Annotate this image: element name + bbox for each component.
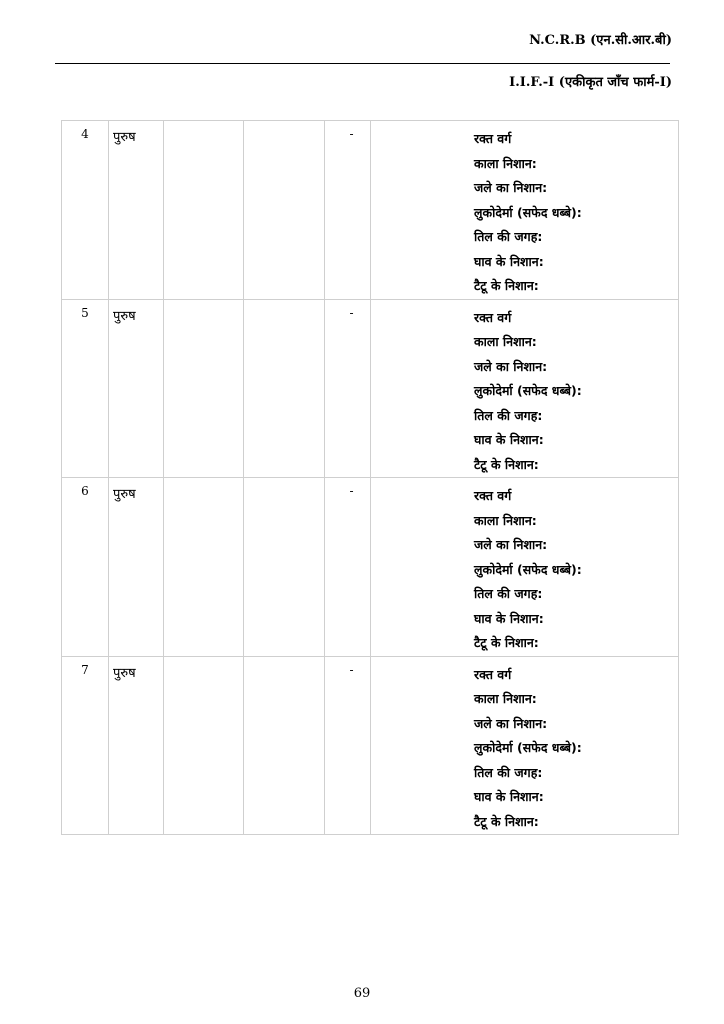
dash-cell [325, 478, 371, 657]
mark-label: काला निशान: [474, 155, 537, 171]
empty-cell [244, 656, 325, 835]
mark-label: टैटू के निशान: [474, 456, 539, 472]
mark-label: घाव के निशान: [474, 610, 544, 626]
sex-cell: पुरुष [109, 121, 164, 300]
dash-cell [325, 299, 371, 478]
empty-cell [164, 121, 244, 300]
table-body [62, 121, 679, 835]
empty-cell [164, 656, 244, 835]
empty-cell [164, 478, 244, 657]
dash-mark: - [349, 484, 354, 498]
mark-label: तिल की जगह: [474, 764, 543, 780]
sex-cell: पुरुष [109, 478, 164, 657]
serial-number-cell: 5 [62, 299, 109, 478]
page-number: 69 [353, 986, 371, 1001]
empty-cell [244, 121, 325, 300]
serial-number-cell: 4 [62, 121, 109, 300]
dash-cell [325, 656, 371, 835]
empty-cell [244, 478, 325, 657]
mark-label: जले का निशान: [474, 537, 548, 552]
header-divider [55, 63, 670, 64]
mark-label: तिल की जगह: [474, 229, 543, 244]
mark-label: लुकोदेर्मा (सफेद धब्बे): [474, 561, 582, 577]
identification-marks-table [61, 120, 679, 835]
identification-marks-cell [371, 299, 679, 478]
mark-label: टैटू के निशान: [474, 635, 539, 650]
mark-label: जले का निशान: [474, 358, 548, 374]
empty-cell [164, 299, 244, 478]
mark-label: रक्त वर्ग [474, 666, 512, 682]
form-title: I.I.F.-I (एकीकृत जाँच फार्म-I) [509, 75, 672, 90]
mark-label: रक्त वर्ग [474, 131, 512, 146]
table-row [62, 121, 679, 300]
identification-marks-cell [371, 121, 679, 300]
mark-label: लुकोदेर्मा (सफेद धब्बे): [474, 204, 582, 220]
dash-mark: - [349, 305, 354, 320]
mark-label: टैटू के निशान: [474, 278, 539, 293]
header-organization: N.C.R.B (एन.सी.आर.बी) [529, 33, 672, 48]
mark-label: काला निशान: [474, 512, 537, 528]
mark-label: टैटू के निशान: [474, 813, 539, 829]
mark-label: लुकोदेर्मा (सफेद धब्बे): [474, 383, 582, 398]
mark-label: जले का निशान: [474, 715, 548, 731]
table-row [62, 656, 679, 835]
mark-label: लुकोदेर्मा (सफेद धब्बे): [474, 740, 582, 755]
dash-mark: - [349, 127, 354, 141]
serial-number-cell: 6 [62, 478, 109, 657]
table-row [62, 299, 679, 478]
mark-label: तिल की जगह: [474, 586, 543, 601]
mark-label: काला निशान: [474, 691, 537, 706]
dash-mark: - [349, 662, 354, 677]
mark-label: घाव के निशान: [474, 432, 544, 447]
mark-label: रक्त वर्ग [474, 309, 512, 325]
serial-number-cell: 7 [62, 656, 109, 835]
empty-cell [244, 299, 325, 478]
mark-label: जले का निशान: [474, 180, 548, 195]
sex-cell: पुरुष [109, 656, 164, 835]
identification-marks-cell [371, 478, 679, 657]
mark-label: घाव के निशान: [474, 789, 544, 804]
dash-cell [325, 121, 371, 300]
mark-label: काला निशान: [474, 334, 537, 349]
table-row [62, 478, 679, 657]
mark-label: घाव के निशान: [474, 253, 544, 269]
identification-marks-cell [371, 656, 679, 835]
mark-label: तिल की जगह: [474, 407, 543, 423]
sex-cell: पुरुष [109, 299, 164, 478]
mark-label: रक्त वर्ग [474, 488, 512, 503]
